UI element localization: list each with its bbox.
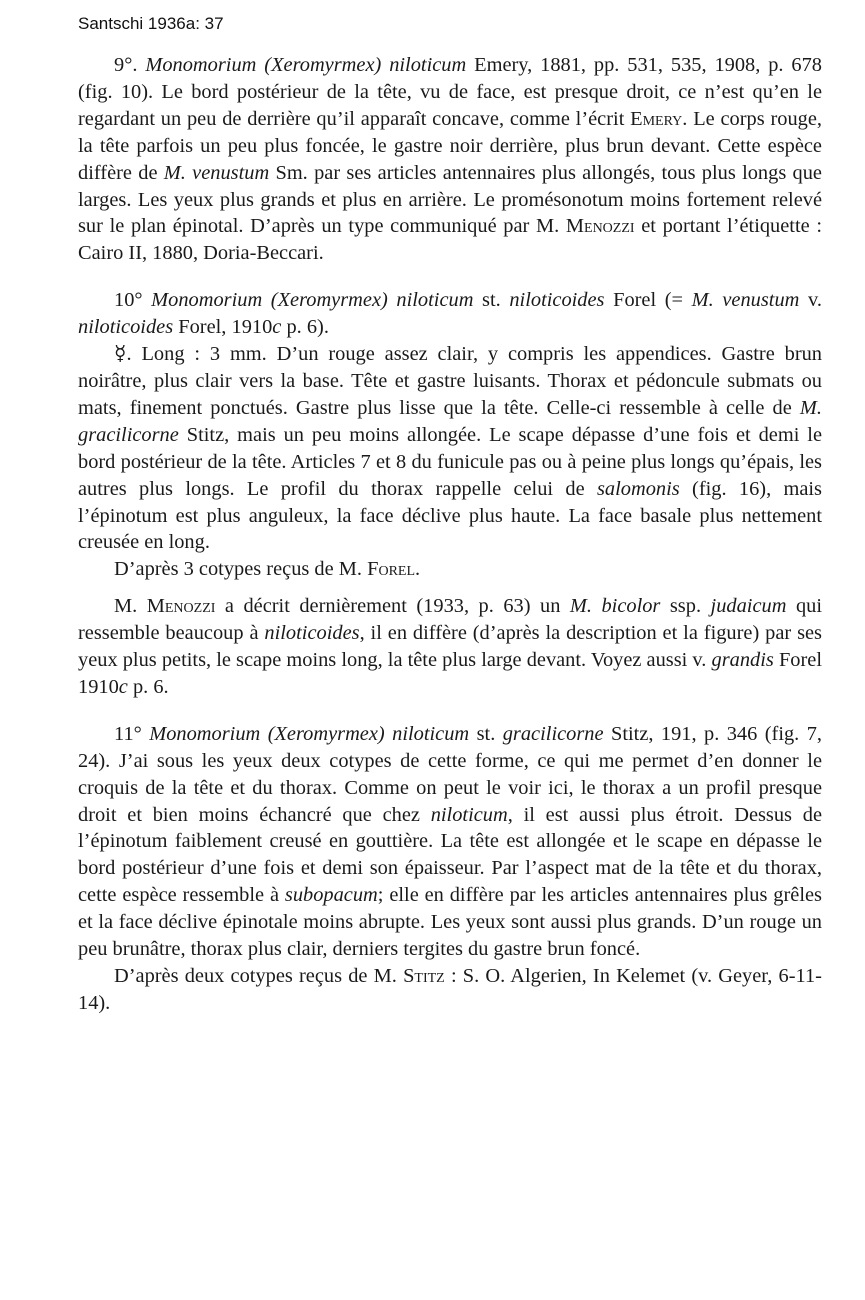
subgenus-name: (Xeromyrmex)	[270, 289, 388, 312]
rank-abbrev: v.	[807, 289, 822, 312]
genus-name: Monomorium	[149, 722, 261, 745]
author-name: Menozzi	[565, 215, 635, 238]
species-name: M. venustum	[163, 161, 270, 184]
species-name: niloticum	[389, 54, 467, 76]
entry-text: , il en diffère (d’après la description et la figure) par ses yeux plus petits, le scape moins long, la tête plus large devant. Voyez aussi v.	[78, 622, 822, 672]
page-body	[78, 52, 822, 1017]
author-name: Forel	[613, 289, 657, 312]
citation: Forel, 1910	[178, 316, 273, 339]
entry-text: ; elle en diffère par les articles antennaires plus grêles et la face déclive épinotale moins abrupte. Les yeux sont aussi plus grands. D’un rouge un peu brunâtre, thorax plus clair, derniers tergites du gastre brun foncé.	[78, 884, 822, 961]
entry-text: (fig. 16), mais l’épinotum est plus anguleux, la face déclive plus haute. La face basale plus nettement creusée en long.	[78, 477, 822, 554]
species-name: niloticum	[430, 803, 508, 826]
variety-name: grandis	[711, 649, 774, 672]
entry-text: Sm. par ses articles antennaires plus allongés, tous plus longs que larges. Les yeux plus grands et plus en arrière. Le promésonotum moins fortement relevé sur le plan épinotal. D’après un type communiqué par M.	[78, 161, 822, 238]
subspecies-name: niloticoides	[509, 289, 605, 312]
genus-name: Monomorium	[151, 289, 263, 312]
entry-text: ☿. Long : 3 mm. D’un rouge assez clair, y compris les appendices. Gastre brun noirâtre, plus clair vers la base. Tête et gastre luisants. Thorax et pédoncule submats ou mats, finement ponctués. Gastre plus lisse que la tête. Celle-ci ressemble à celle de	[78, 343, 822, 419]
subspecies-name: gracilicorne	[502, 722, 604, 745]
author-name: Forel	[367, 558, 416, 581]
entry-text: Stitz, mais un peu moins allongée. Le scape dépasse d’une fois et demi le bord postérieur de la tête. Articles 7 et 8 du funicule pas ou à peine plus longs qu’épais, les autres plus longs. Le profil du thorax rappelle celui de	[78, 423, 822, 500]
species-name: M. gracilicorne	[78, 396, 822, 446]
rank-abbrev: st.	[476, 722, 496, 745]
species-name: subopacum	[284, 884, 378, 907]
rank-abbrev: st.	[482, 289, 501, 312]
citation-letter: c	[272, 316, 282, 339]
entry-text: , il est aussi plus étroit. Dessus de l’épinotum faiblement creusé en gouttière. La tête est allongée et le scape en dépasse le bord postérieur d’une fois et demi son épaisseur. Par l’aspect mat de la tête et du thorax, cette espèce ressemble à	[78, 803, 822, 907]
subgenus-name: (Xeromyrmex)	[267, 722, 385, 745]
entry-text: qui ressemble beaucoup à	[78, 595, 822, 645]
species-name: niloticum	[396, 289, 474, 312]
subgenus-name: (Xeromyrmex)	[264, 54, 382, 76]
species-name: M. bicolor	[569, 595, 661, 618]
subspecies-name: niloticoides	[264, 622, 360, 645]
citation: p. 6.	[132, 675, 169, 698]
entry-number: 11°	[114, 722, 142, 745]
citation: p. 6).	[286, 316, 329, 339]
entry-number: 10°	[114, 289, 143, 312]
entry-text: . Le corps rouge, la tête parfois un peu plus foncée, le gastre noir derrière, plus brun devant. Cette espèce diffère de	[78, 107, 822, 184]
citation: Forel 1910	[78, 649, 822, 698]
entry-11	[78, 721, 822, 963]
species-name: M. venustum	[691, 289, 800, 312]
entry-10-description	[78, 341, 822, 556]
author-name: Menozzi	[146, 595, 216, 618]
citation-letter: c	[118, 675, 128, 698]
synonym-open: (=	[664, 289, 684, 312]
author-name: Stitz	[403, 965, 445, 987]
page-header: Santschi 1936a: 37	[78, 14, 224, 33]
rank-abbrev: ssp.	[669, 595, 702, 618]
entry-text: Emery, 1881, pp. 531, 535, 1908, p. 678 (fig. 10). Le bord postérieur de la tête, vu de face, est presque droit, ce n’est qu’en le regardant un peu de derrière qu’il apparaît concave, comme l’écrit	[78, 54, 822, 130]
author-name: Emery	[630, 107, 683, 130]
subspecies-name: judaicum	[710, 595, 787, 618]
entry-text: D’après 3 cotypes reçus de M.	[114, 558, 363, 581]
entry-number: 9°.	[114, 54, 138, 76]
species-name: salomonis	[596, 477, 680, 500]
entry-text: : S. O. Algerien, In Kelemet (v. Geyer, 6-11-14).	[78, 965, 822, 1014]
entry-10-note	[78, 593, 822, 701]
genus-name: Monomorium	[145, 54, 257, 76]
variety-name: niloticoides	[78, 316, 174, 339]
entry-10-source	[78, 556, 822, 583]
punctuation: .	[415, 558, 421, 581]
entry-text: M.	[114, 595, 138, 618]
entry-text: D’après deux cotypes reçus de M.	[114, 965, 397, 987]
entry-10-heading	[78, 287, 822, 341]
species-name: niloticum	[392, 722, 470, 745]
entry-11-source	[78, 963, 822, 1017]
entry-text: Stitz, 191, p. 346 (fig. 7, 24). J’ai sous les yeux deux cotypes de cette forme, ce qui me permet d’en donner le croquis de la tête et du thorax. Comme on peut le voir ici, le thorax a un profil presque droit et bien moins échancré que chez	[78, 722, 822, 826]
entry-text: a décrit dernièrement (1933, p. 63) un	[224, 595, 561, 618]
entry-text: et portant l’étiquette : Cairo II, 1880, Doria-Beccari.	[78, 215, 823, 265]
entry-9	[78, 52, 822, 267]
